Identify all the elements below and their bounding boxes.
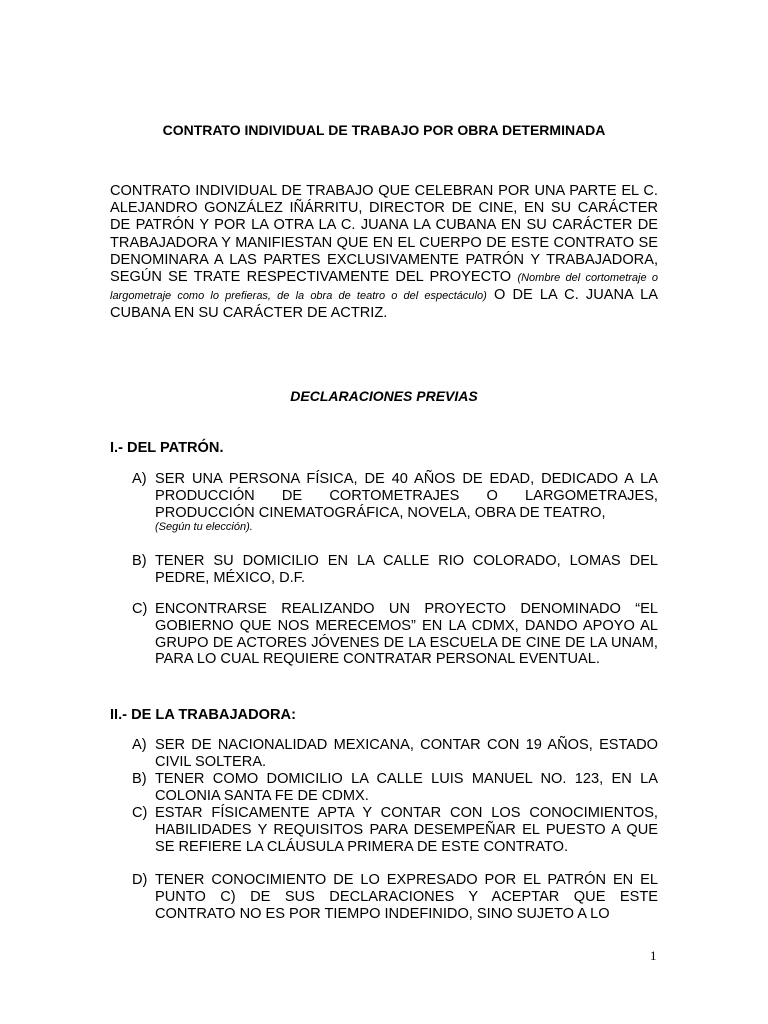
intro-main-text: CONTRATO INDIVIDUAL DE TRABAJO QUE CELEBRAN POR UNA PARTE EL C. ALEJANDRO GONZÁLEZ IÑÁRRITU, DIRECTOR DE CINE, EN SU CARÁCTER DE PATRÓN Y POR LA OTRA LA C. JUANA LA CUBANA EN SU CARÁCTER DE TRABAJADORA Y MANIFIESTAN QUE EN EL CUERPO DE ESTE CONTRATO SE DENOMINARA A LAS PARTES EXCLUSIVAMENTE PATRÓN Y TRABAJADORA, SEGÚN SE TRATE RESPECTIVAMENTE DEL PROYECTO xyxy=(110,183,658,286)
item-letter: A) xyxy=(132,471,147,487)
item-letter: C) xyxy=(132,805,148,821)
item-note: (Según tu elección). xyxy=(155,521,253,534)
list-item xyxy=(132,471,658,534)
list-item xyxy=(132,872,658,922)
item-text: SER UNA PERSONA FÍSICA, DE 40 AÑOS DE EDAD, DEDICADO A LA PRODUCCIÓN DE CORTOMETRAJES O LARGOMETRAJES, PRODUCCIÓN CINEMATOGRÁFICA, NOVELA, OBRA DE TEATRO, xyxy=(155,471,658,521)
item-body: ENCONTRARSE REALIZANDO UN PROYECTO DENOMINADO “EL GOBIERNO QUE NOS MERECEMOS” EN LA CDMX, DANDO APOYO AL GRUPO DE ACTORES JÓVENES DE LA ESCUELA DE CINE DE LA UNAM, PARA LO CUAL REQUIERE CONTRATAR PERSONAL EVENTUAL. xyxy=(155,601,658,668)
item-body xyxy=(155,471,658,534)
item-body: TENER SU DOMICILIO EN LA CALLE RIO COLORADO, LOMAS DEL PEDRE, MÉXICO, D.F. xyxy=(155,553,658,586)
item-body: SER DE NACIONALIDAD MEXICANA, CONTAR CON 19 AÑOS, ESTADO CIVIL SOLTERA. xyxy=(155,737,658,770)
intro-paragraph xyxy=(110,183,658,323)
item-letter: B) xyxy=(132,553,147,569)
item-body: TENER CONOCIMIENTO DE LO EXPRESADO POR EL PATRÓN EN EL PUNTO C) DE SUS DECLARACIONES Y ACEPTAR QUE ESTE CONTRATO NO ES POR TIEMPO INDEFINIDO, SINO SUJETO A LO xyxy=(155,872,658,922)
page-number: 1 xyxy=(650,948,657,963)
item-letter: B) xyxy=(132,771,147,787)
item-letter: A) xyxy=(132,737,147,753)
list-item xyxy=(132,737,658,771)
list-item xyxy=(132,805,658,855)
item-body: ESTAR FÍSICAMENTE APTA Y CONTAR CON LOS CONOCIMIENTOS, HABILIDADES Y REQUISITOS PARA DESEMPEÑAR EL PUESTO A QUE SE REFIERE LA CLÁUSULA PRIMERA DE ESTE CONTRATO. xyxy=(155,805,658,855)
intro-end-text: O DE LA C. JUANA LA CUBANA EN SU CARÁCTER DE ACTRIZ. xyxy=(110,287,658,322)
item-letter: C) xyxy=(132,601,148,617)
item-body: TENER COMO DOMICILIO LA CALLE LUIS MANUEL NO. 123, EN LA COLONIA SANTA FE DE CDMX. xyxy=(155,771,658,804)
document-title: CONTRATO INDIVIDUAL DE TRABAJO POR OBRA DETERMINADA xyxy=(162,122,606,138)
section2-heading: II.- DE LA TRABAJADORA: xyxy=(110,707,296,723)
section1-heading: I.- DEL PATRÓN. xyxy=(110,440,224,456)
list-item xyxy=(132,553,658,587)
list-item xyxy=(132,601,658,668)
list-item xyxy=(132,771,658,805)
intro-note: (Nombre del cortometraje o largometraje como lo prefieras, de la obra de teatro o del espectáculo) xyxy=(110,272,658,303)
section-title: DECLARACIONES PREVIAS xyxy=(290,388,478,404)
item-letter: D) xyxy=(132,872,148,888)
